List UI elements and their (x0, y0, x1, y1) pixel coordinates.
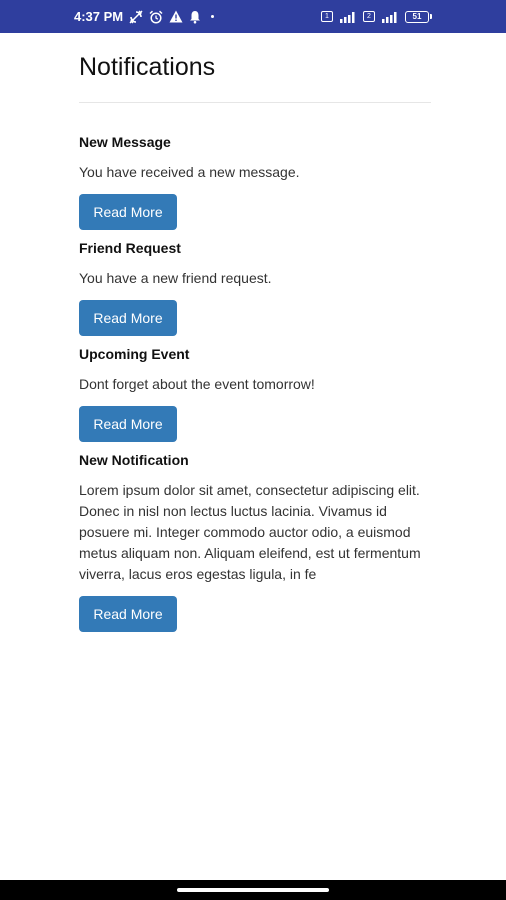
read-more-button[interactable]: Read More (79, 406, 177, 442)
notification-body: You have a new friend request. (79, 270, 272, 286)
read-more-button[interactable]: Read More (79, 300, 177, 336)
signal-icon (339, 11, 357, 23)
notification-item (79, 133, 427, 230)
notifications-page (0, 33, 506, 632)
battery-icon (405, 11, 432, 23)
sim2-icon: 2 (363, 11, 375, 22)
notification-item (79, 239, 427, 336)
read-more-button[interactable]: Read More (79, 596, 177, 632)
home-gesture-handle[interactable] (177, 888, 329, 892)
notification-title: New Notification (79, 452, 189, 468)
status-right (321, 11, 432, 23)
status-left (74, 9, 214, 24)
notification-title: Upcoming Event (79, 346, 190, 362)
notification-body: You have received a new message. (79, 164, 300, 180)
title-divider (79, 102, 431, 103)
notification-list (79, 133, 427, 632)
notification-bell-icon (189, 10, 201, 24)
notification-item (79, 345, 427, 442)
signal-icon (381, 11, 399, 23)
read-more-button[interactable]: Read More (79, 194, 177, 230)
status-bar (0, 0, 506, 33)
sync-off-icon (129, 10, 143, 24)
more-notifications-dot (211, 15, 214, 18)
page-title: Notifications (79, 53, 216, 81)
notification-item (79, 451, 427, 632)
status-time: 4:37 PM (74, 9, 124, 24)
notification-body: Dont forget about the event tomorrow! (79, 376, 315, 392)
warning-icon (169, 10, 183, 23)
sim1-icon: 1 (321, 11, 333, 22)
notification-title: Friend Request (79, 240, 181, 256)
battery-tip (430, 14, 432, 19)
notification-body: Lorem ipsum dolor sit amet, consectetur adipiscing elit. Donec in nisl non lectus luctus lacinia. Vivamus id posuere mi. Integer commodo auctor odio, a euismod metus aliquam non. Aliquam eleifend, est ut fermentum viverra, lacus eros egestas ligula, in fe (79, 482, 421, 582)
notification-title: New Message (79, 134, 171, 150)
alarm-icon (149, 10, 163, 24)
battery-level: 51 (405, 11, 429, 23)
navigation-bar (0, 880, 506, 900)
